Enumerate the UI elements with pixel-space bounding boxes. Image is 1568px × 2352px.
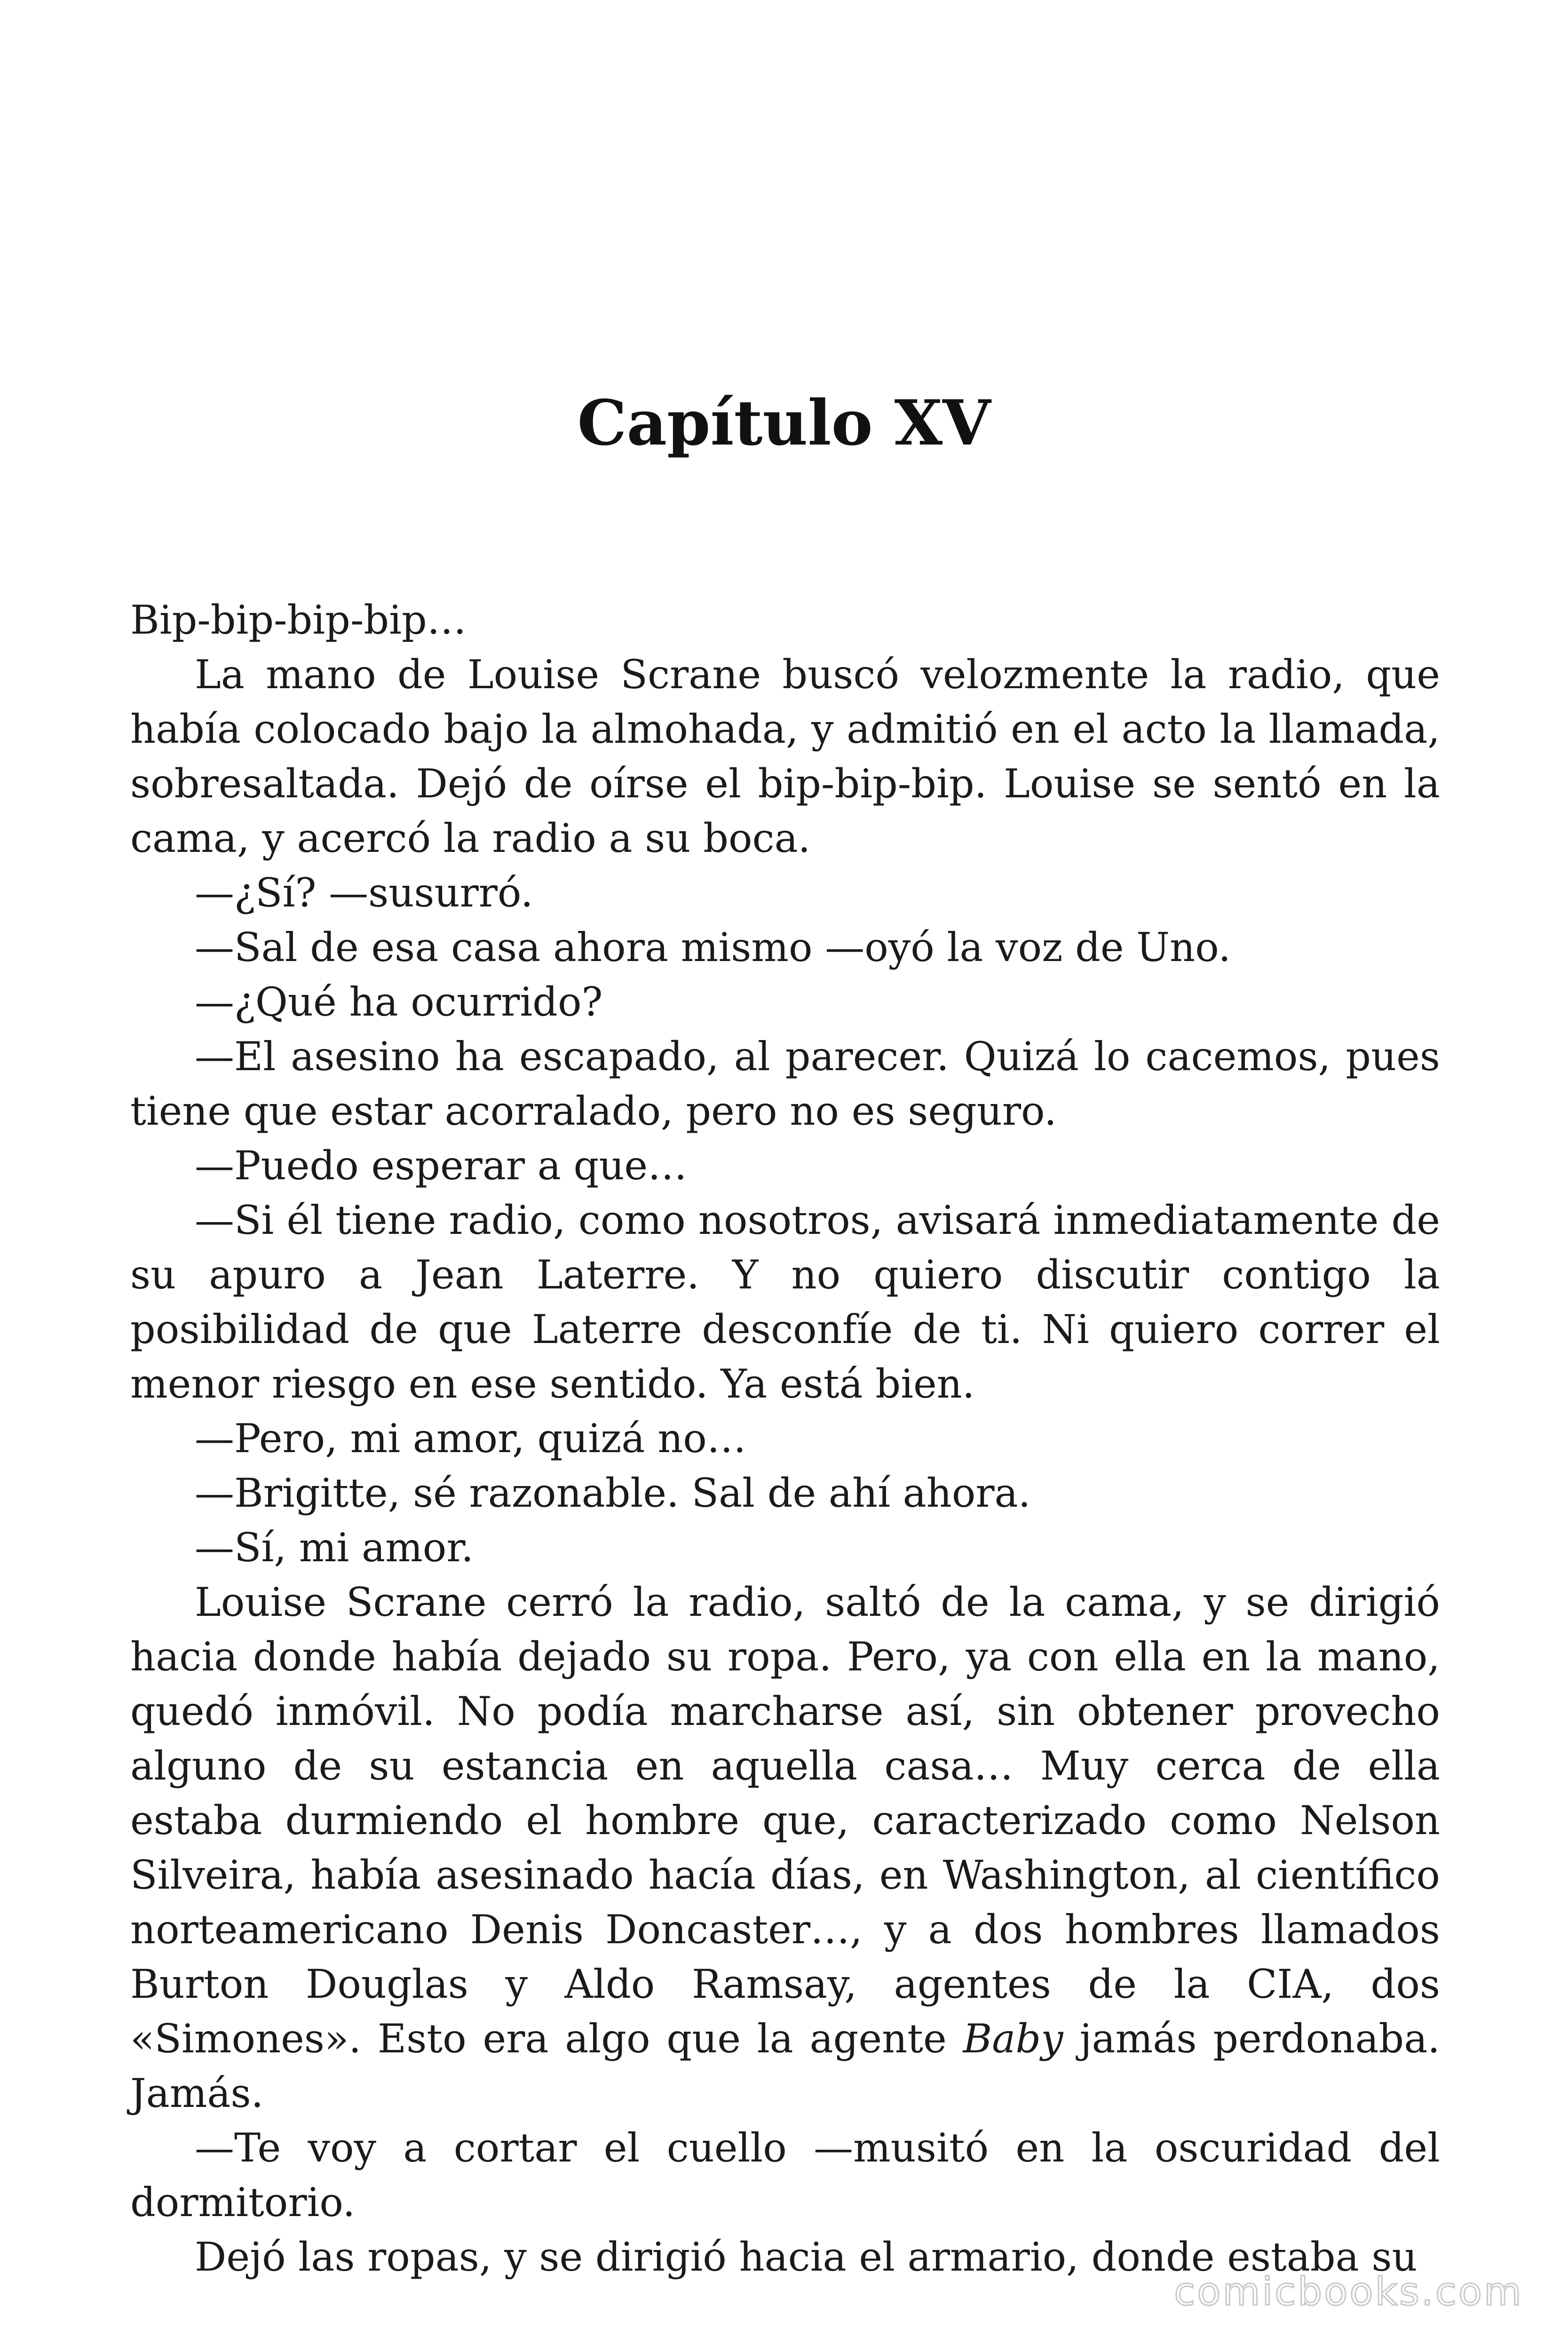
paragraph-12-end: jamás perdonaba. Jamás. — [130, 2016, 1440, 2116]
paragraph-12 — [130, 1575, 1440, 2121]
paragraph-1: Bip-bip-bip-bip… — [130, 597, 467, 643]
chapter-title: Capítulo XV — [577, 387, 991, 460]
paragraph-13: —Te voy a cortar el cuello —musitó en la oscuridad del dormitorio. — [130, 2125, 1440, 2225]
paragraph-11: —Sí, mi amor. — [195, 1525, 474, 1571]
paragraph-14: Dejó las ropas, y se dirigió hacia el armario, donde estaba su — [195, 2234, 1418, 2280]
paragraph-2: La mano de Louise Scrane buscó velozmente la radio, que había colocado bajo la almohada, y admitió en el acto la llamada, sobresaltada. Dejó de oírse el bip-bip-bip. Louise se sentó en la cama, y acercó la radio a su boca. — [130, 652, 1440, 861]
paragraph-3: —¿Sí? —susurró. — [195, 870, 533, 916]
paragraph-4: —Sal de esa casa ahora mismo —oyó la voz de Uno. — [195, 924, 1231, 970]
paragraph-6: —El asesino ha escapado, al parecer. Quizá lo cacemos, pues tiene que estar acorralado, pero no es seguro. — [130, 1033, 1440, 1134]
paragraph-5: —¿Qué ha ocurrido? — [195, 979, 603, 1025]
paragraph-7: —Puedo esperar a que… — [195, 1143, 688, 1189]
paragraph-12-start: Louise Scrane cerró la radio, saltó de la cama, y se dirigió hacia donde había dejado su ropa. Pero, ya con ella en la mano, quedó inmóvil. No podía marcharse así, sin obtener provecho alguno de su estancia en aquella casa… Muy cerca de ella estaba durmiendo el hombre que, caracterizado como Nelson Silveira, había asesinado hacía días, en Washington, al científico norteamericano Denis Doncaster…, y a dos hombres llamados Burton Douglas y Aldo Ramsay, agentes de la CIA, dos «Simones». Esto era algo que la agente — [130, 1579, 1440, 2062]
paragraph-10: —Brigitte, sé razonable. Sal de ahí ahora. — [195, 1470, 1031, 1516]
codename-italic: Baby — [963, 2016, 1063, 2062]
chapter-body — [130, 593, 1440, 2284]
paragraph-9: —Pero, mi amor, quizá no… — [195, 1415, 746, 1462]
watermark-logo: comicbooks.com — [1174, 2270, 1523, 2314]
paragraph-8: —Si él tiene radio, como nosotros, avisará inmediatamente de su apuro a Jean Laterre. Y no quiero discutir contigo la posibilidad de que Laterre desconfíe de ti. Ni quiero correr el menor riesgo en ese sentido. Ya está bien. — [130, 1197, 1440, 1407]
